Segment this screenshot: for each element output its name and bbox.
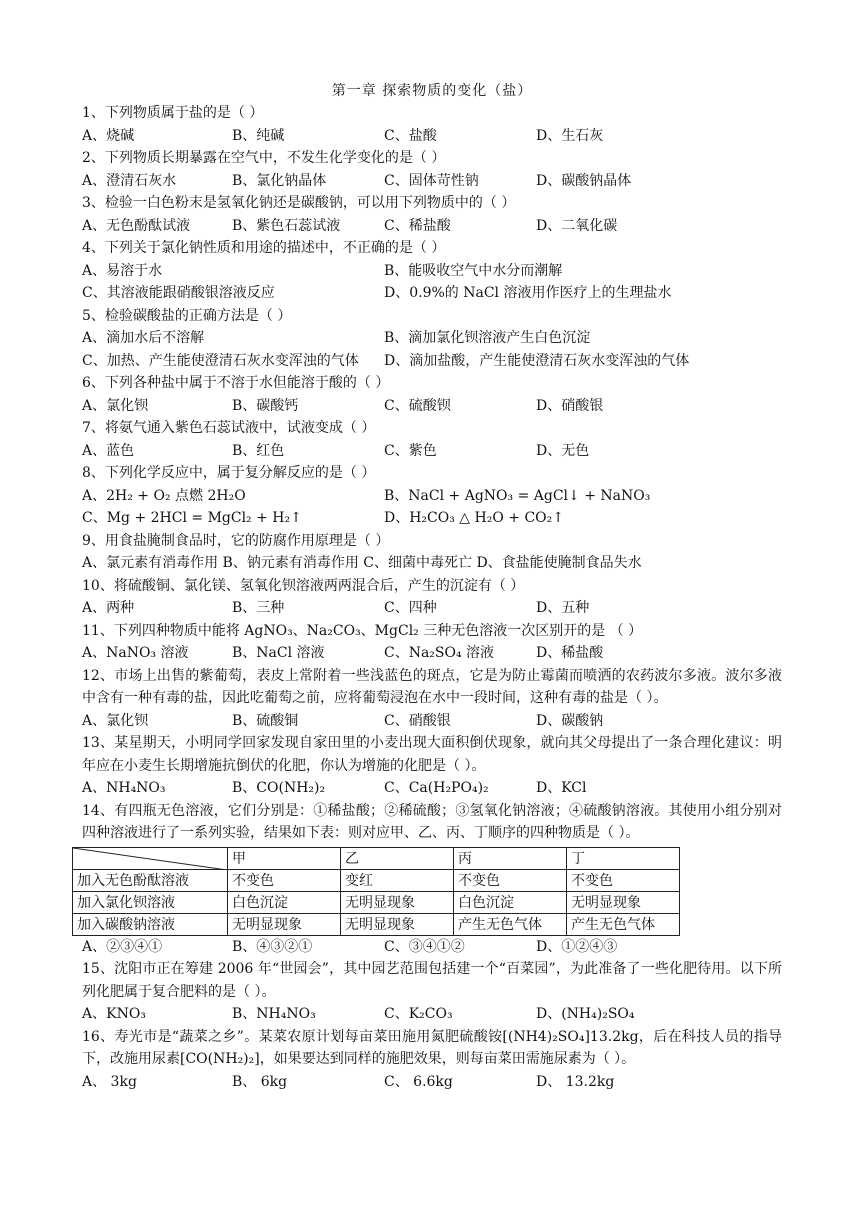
option-d: D、稀盐酸 bbox=[536, 645, 604, 661]
option-d: D、硝酸银 bbox=[536, 397, 604, 414]
option-c: C、稀盐酸 bbox=[384, 217, 451, 234]
option-d: D、碳酸钠晶体 bbox=[536, 172, 632, 189]
options-6 bbox=[82, 395, 782, 418]
table-header: 乙 bbox=[341, 847, 454, 869]
option-c: C、固体苛性钠 bbox=[384, 172, 479, 189]
option-b: B、NH₄NO₃ bbox=[232, 1006, 316, 1022]
option-a: A、氯化钡 bbox=[82, 712, 149, 729]
option-b: B、④③②① bbox=[232, 938, 313, 955]
question-11: 11、下列四种物质中能将 AgNO₃、Na₂CO₃、MgCl₂ 三种无色溶液一次区别开的是 （ ） bbox=[82, 622, 643, 639]
option-c: C、K₂CO₃ bbox=[384, 1006, 453, 1022]
options-5-row2 bbox=[82, 350, 782, 373]
options-8-row1 bbox=[82, 485, 782, 508]
options-4-row1 bbox=[82, 260, 782, 283]
option-d: D、H₂CO₃ △ H₂O + CO₂↑ bbox=[384, 510, 564, 526]
option-c: C、盐酸 bbox=[384, 127, 437, 144]
table-cell: 产生无色气体 bbox=[567, 913, 680, 935]
question-15: 15、沈阳市正在筹建 2006 年“世园会”，其中园艺范围包括建一个“百菜园”，为此准备了一些化肥待用。以下所列化肥属于复合肥料的是（ ）。 bbox=[82, 961, 782, 1000]
table-cell: 加入无色酚酞溶液 bbox=[73, 869, 228, 891]
option-b: B、红色 bbox=[232, 442, 285, 459]
option-c: C、四种 bbox=[384, 600, 437, 616]
option-a: A、KNO₃ bbox=[82, 1006, 146, 1022]
options-5-row1 bbox=[82, 327, 782, 350]
table-cell: 加入氯化钡溶液 bbox=[73, 891, 228, 913]
option-b: B、氯化钠晶体 bbox=[232, 172, 327, 189]
option-d: D、无色 bbox=[536, 442, 590, 459]
table-cell: 白色沉淀 bbox=[454, 891, 567, 913]
question-8: 8、下列化学反应中，属于复分解反应的是（ ） bbox=[82, 465, 376, 481]
options-14 bbox=[82, 936, 782, 959]
option-a: A、澄清石灰水 bbox=[82, 172, 177, 189]
table-cell: 无明显现象 bbox=[228, 913, 341, 935]
option-c: C、③④①② bbox=[384, 938, 465, 955]
option-c: C、 6.6kg bbox=[384, 1073, 453, 1090]
table-cell: 变红 bbox=[341, 869, 454, 891]
option-c: C、Na₂SO₄ 溶液 bbox=[384, 645, 495, 661]
option-a: A、烧碱 bbox=[82, 127, 135, 144]
options-15 bbox=[82, 1003, 782, 1026]
options-13 bbox=[82, 777, 782, 800]
option-c: C、硝酸银 bbox=[384, 712, 451, 729]
question-10: 10、将硫酸铜、氯化镁、氢氧化钡溶液两两混合后，产生的沉淀有（ ） bbox=[82, 577, 525, 594]
option-d: D、滴加盐酸，产生能使澄清石灰水变浑浊的气体 bbox=[384, 352, 690, 369]
option-a: A、蓝色 bbox=[82, 442, 135, 459]
options-4-row2 bbox=[82, 282, 782, 305]
option-a: A、NaNO₃ 溶液 bbox=[82, 645, 189, 661]
table-cell: 加入碳酸钠溶液 bbox=[73, 913, 228, 935]
table-cell: 无明显现象 bbox=[567, 891, 680, 913]
question-5: 5、检验碳酸盐的正确方法是（ ） bbox=[82, 307, 292, 324]
table-header: 甲 bbox=[228, 847, 341, 869]
option-c: C、紫色 bbox=[384, 442, 437, 459]
question-13: 13、某星期天，小明同学回家发现自家田里的小麦出现大面积倒伏现象，就向其父母提出了一条合理化建议：明年应在小麦生长期增施抗倒伏的化肥，你认为增施的化肥是（ ）。 bbox=[82, 735, 782, 774]
table-cell: 不变色 bbox=[567, 869, 680, 891]
option-b: B、纯碱 bbox=[232, 127, 285, 144]
option-d: D、0.9%的 NaCl 溶液用作医疗上的生理盐水 bbox=[384, 285, 672, 301]
options-12 bbox=[82, 710, 782, 733]
question-14: 14、有四瓶无色溶液，它们分别是：①稀盐酸；②稀硫酸；③氢氧化钠溶液；④硫酸钠溶液。其使用小组分别对四种溶液进行了一系列实验，结果如下表：则对应甲、乙、丙、丁顺序的四种物质是（ ）。 bbox=[82, 802, 782, 841]
option-d: D、 13.2kg bbox=[536, 1073, 615, 1090]
table-cell: 不变色 bbox=[228, 869, 341, 891]
option-b: B、CO(NH₂)₂ bbox=[232, 780, 326, 796]
options-2 bbox=[82, 170, 782, 193]
question-16: 16、寿光市是“蔬菜之乡”。某菜农原计划每亩菜田施用氮肥硫酸铵[(NH4)₂SO₄]13.2kg，后在科技人员的指导下，改施用尿素[CO(NH₂)₂]，如果要达到同样的施肥效果，则每亩菜田需施尿素为（ ）。 bbox=[82, 1028, 782, 1067]
option-a: A、 3kg bbox=[82, 1073, 137, 1090]
table-header-row bbox=[73, 847, 680, 869]
options-11 bbox=[82, 642, 782, 665]
table-cell: 无明显现象 bbox=[341, 891, 454, 913]
option-c: C、其溶液能跟硝酸银溶液反应 bbox=[82, 285, 275, 301]
option-a: A、②③④① bbox=[82, 938, 163, 955]
option-a: A、滴加水后不溶解 bbox=[82, 330, 205, 346]
options-16 bbox=[82, 1071, 782, 1094]
table-diagonal-cell bbox=[73, 847, 228, 869]
table-row bbox=[73, 891, 680, 913]
option-c: C、Ca(H₂PO₄)₂ bbox=[384, 780, 489, 796]
question-4: 4、下列关于氯化钠性质和用途的描述中，不正确的是（ ） bbox=[82, 240, 446, 256]
option-b: B、硫酸铜 bbox=[232, 712, 299, 729]
option-d: D、KCl bbox=[536, 780, 587, 796]
page-title: 第一章 探索物质的变化（盐） bbox=[331, 83, 533, 99]
option-d: D、(NH₄)₂SO₄ bbox=[536, 1006, 635, 1022]
option-a: A、两种 bbox=[82, 600, 135, 616]
options-9: A、氯元素有消毒作用 B、钠元素有消毒作用 C、细菌中毒死亡 D、食盐能使腌制食品失水 bbox=[82, 555, 642, 571]
diagonal-line bbox=[73, 848, 227, 870]
results-table bbox=[72, 847, 680, 936]
option-b: B、紫色石蕊试液 bbox=[232, 217, 341, 234]
option-b: B、碳酸钙 bbox=[232, 397, 299, 414]
option-d: D、碳酸钠 bbox=[536, 712, 604, 729]
option-b: B、 6kg bbox=[232, 1073, 288, 1090]
table-cell: 不变色 bbox=[454, 869, 567, 891]
question-1: 1、下列物质属于盐的是（ ） bbox=[82, 105, 264, 121]
options-3 bbox=[82, 215, 782, 238]
table-row bbox=[73, 869, 680, 891]
option-d: D、五种 bbox=[536, 600, 590, 616]
table-cell: 白色沉淀 bbox=[228, 891, 341, 913]
option-a: A、易溶于水 bbox=[82, 262, 163, 279]
table-cell: 产生无色气体 bbox=[454, 913, 567, 935]
option-b: B、三种 bbox=[232, 600, 285, 616]
option-b: B、能吸收空气中水分而潮解 bbox=[384, 262, 563, 279]
option-b: B、NaCl + AgNO₃ = AgCl↓ + NaNO₃ bbox=[384, 487, 651, 504]
option-d: D、生石灰 bbox=[536, 127, 604, 144]
options-8-row2 bbox=[82, 507, 782, 530]
option-a: A、氯化钡 bbox=[82, 397, 149, 414]
table-row bbox=[73, 913, 680, 935]
options-10 bbox=[82, 597, 782, 620]
option-c: C、加热、产生能使澄清石灰水变浑浊的气体 bbox=[82, 352, 359, 369]
option-a: A、无色酚酞试液 bbox=[82, 217, 191, 234]
question-12: 12、市场上出售的紫葡萄，表皮上常附着一些浅蓝色的斑点，它是为防止霉菌而喷洒的农药波尔多液。波尔多液中含有一种有毒的盐，因此吃葡萄之前，应将葡萄浸泡在水中一段时间，这种有毒的盐是（ ）。 bbox=[82, 667, 782, 706]
option-b: B、NaCl 溶液 bbox=[232, 645, 325, 661]
option-d: D、二氧化碳 bbox=[536, 217, 618, 234]
option-c: C、硫酸钡 bbox=[384, 397, 451, 414]
question-6: 6、下列各种盐中属于不溶于水但能溶于酸的（ ） bbox=[82, 375, 390, 391]
question-2: 2、下列物质长期暴露在空气中，不发生化学变化的是（ ） bbox=[82, 150, 446, 166]
option-a: A、2H₂ + O₂ 点燃 2H₂O bbox=[82, 487, 246, 504]
options-1 bbox=[82, 125, 782, 148]
option-c: C、Mg + 2HCl = MgCl₂ + H₂↑ bbox=[82, 510, 302, 526]
question-9: 9、用食盐腌制食品时，它的防腐作用原理是（ ） bbox=[82, 532, 390, 549]
option-d: D、①②④③ bbox=[536, 938, 618, 955]
option-b: B、滴加氯化钡溶液产生白色沉淀 bbox=[384, 330, 591, 346]
options-7 bbox=[82, 440, 782, 463]
table-cell: 无明显现象 bbox=[341, 913, 454, 935]
table-header: 丁 bbox=[567, 847, 680, 869]
table-header: 丙 bbox=[454, 847, 567, 869]
question-3: 3、检验一白色粉末是氢氧化钠还是碳酸钠，可以用下列物质中的（ ） bbox=[82, 195, 516, 211]
worksheet bbox=[77, 80, 782, 1093]
option-a: A、NH₄NO₃ bbox=[82, 780, 166, 796]
question-7: 7、将氨气通入紫色石蕊试液中，试液变成（ ） bbox=[82, 420, 376, 436]
